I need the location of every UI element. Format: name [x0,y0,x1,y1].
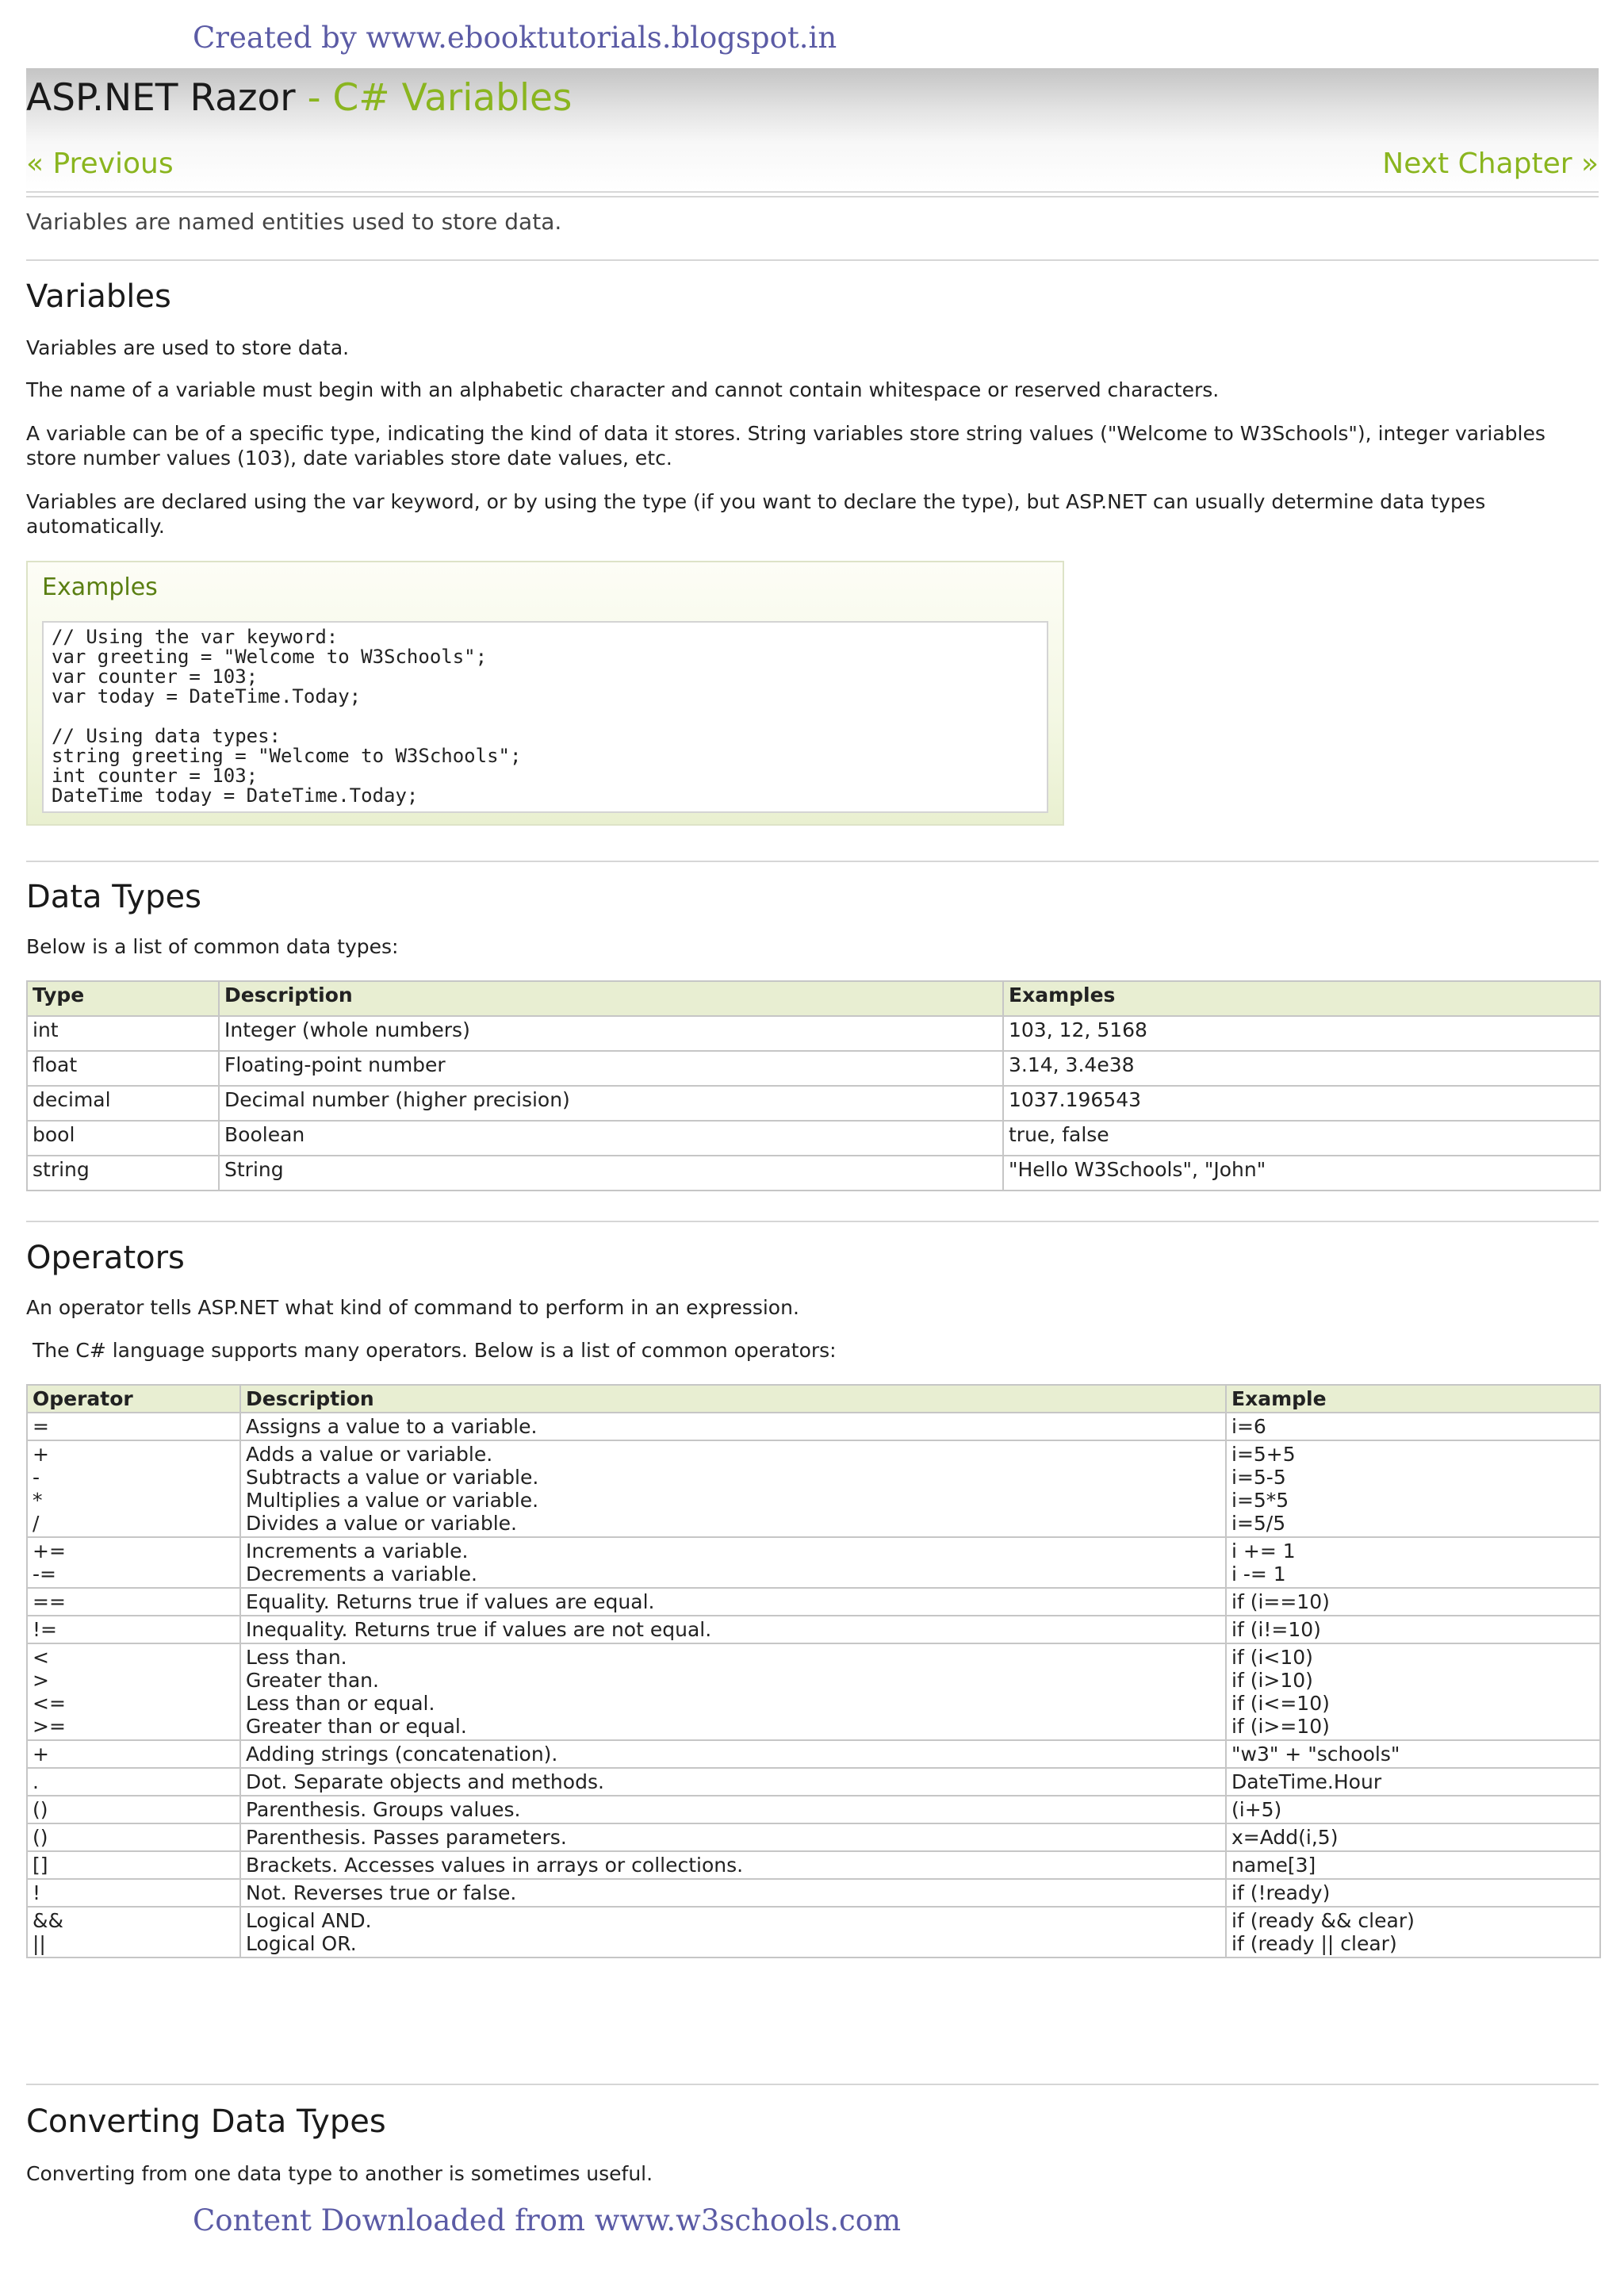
operator-cell [27,1796,240,1823]
column-header-example: Example [1226,1385,1600,1413]
operator-cell [27,1907,240,1957]
table-row [27,1907,1600,1957]
variables-paragraph: Variables are declared using the var keyword, or by using the type (if you want to declare the type), but ASP.NET can usually determine data types automatically. [26,490,1486,538]
operator-cell [27,1616,240,1643]
cell-line: "w3" + "schools" [1231,1743,1400,1766]
table-row [27,1086,1600,1121]
cell-line: Parenthesis. Passes parameters. [246,1826,567,1849]
variables-paragraph: A variable can be of a specific type, indicating the kind of data it stores. String variables store string values ("Welcome to W3Schools"), integer variables store number values (103), date variables store date values, etc. [26,422,1545,470]
description-cell: Boolean [219,1121,1003,1156]
cell-line: i -= 1 [1231,1563,1286,1586]
example-cell [1226,1851,1600,1879]
cell-line: - [33,1466,40,1489]
table-header-row [27,1385,1600,1413]
description-cell: Floating-point number [219,1051,1003,1086]
cell-line: Adding strings (concatenation). [246,1743,558,1766]
cell-line: name[3] [1231,1854,1316,1877]
divider [26,1221,1599,1222]
cell-line: Not. Reverses true or false. [246,1881,517,1904]
cell-line: Greater than. [246,1669,379,1692]
example-cell [1226,1643,1600,1740]
table-row [27,1156,1600,1191]
example-cell [1226,1616,1600,1643]
cell-line: Greater than or equal. [246,1715,467,1738]
watermark-top: Created by www.ebooktutorials.blogspot.in [193,21,837,55]
data-types-intro: Below is a list of common data types: [26,935,399,958]
examples-cell: "Hello W3Schools", "John" [1003,1156,1600,1191]
cell-line: >= [33,1715,66,1738]
divider [26,196,1599,197]
cell-line: ! [33,1881,41,1904]
operator-cell [27,1823,240,1851]
cell-line: i += 1 [1231,1540,1296,1563]
data-types-heading: Data Types [26,879,201,915]
operator-cell [27,1643,240,1740]
example-cell [1226,1537,1600,1588]
operator-cell [27,1879,240,1907]
cell-line: Brackets. Accesses values in arrays or collections. [246,1854,744,1877]
cell-line: = [33,1415,49,1438]
cell-line: == [33,1590,66,1613]
examples-title: Examples [42,573,158,601]
description-cell [240,1740,1226,1768]
example-cell [1226,1440,1600,1537]
table-row [27,1121,1600,1156]
cell-line: || [33,1932,46,1955]
cell-line: i=5*5 [1231,1489,1289,1512]
cell-line: if (ready || clear) [1231,1932,1397,1955]
cell-line: [] [33,1854,48,1877]
examples-cell: true, false [1003,1121,1600,1156]
cell-line: if (i<10) [1231,1646,1313,1669]
code-line: // Using data types: [52,725,281,747]
cell-line: Multiplies a value or variable. [246,1489,539,1512]
operator-cell [27,1413,240,1440]
operator-cell [27,1851,240,1879]
cell-line: i=5/5 [1231,1512,1286,1535]
cell-line: Divides a value or variable. [246,1512,517,1535]
type-cell: decimal [27,1086,219,1121]
table-row [27,1851,1600,1879]
operator-cell [27,1537,240,1588]
cell-line: + [33,1443,49,1466]
table-row [27,1413,1600,1440]
converting-intro: Converting from one data type to another is sometimes useful. [26,2162,653,2185]
column-header-examples: Examples [1003,981,1600,1016]
example-cell [1226,1768,1600,1796]
description-cell: Decimal number (higher precision) [219,1086,1003,1121]
operators-table-body [27,1413,1600,1957]
cell-line: i=5+5 [1231,1443,1296,1466]
example-cell [1226,1823,1600,1851]
cell-line: + [33,1743,49,1766]
description-cell: String [219,1156,1003,1191]
examples-box [26,561,1064,826]
description-cell [240,1907,1226,1957]
cell-line: Less than or equal. [246,1692,435,1715]
cell-line: Inequality. Returns true if values are not equal. [246,1618,712,1641]
cell-line: if (i>=10) [1231,1715,1330,1738]
cell-line: if (i!=10) [1231,1618,1321,1641]
table-row [27,1740,1600,1768]
variables-paragraph: Variables are used to store data. [26,336,350,359]
table-row [27,1440,1600,1537]
operator-cell [27,1768,240,1796]
description-cell [240,1413,1226,1440]
cell-line: > [33,1669,49,1692]
description-cell [240,1796,1226,1823]
type-cell: int [27,1016,219,1051]
table-header-row [27,981,1600,1016]
column-header-operator: Operator [27,1385,240,1413]
table-row [27,1616,1600,1643]
code-line: // Using the var keyword: [52,626,339,648]
table-row [27,1643,1600,1740]
operators-table [26,1384,1601,1958]
cell-line: && [33,1909,63,1932]
description-cell [240,1588,1226,1616]
cell-line: Subtracts a value or variable. [246,1466,539,1489]
description-cell [240,1851,1226,1879]
cell-line: Dot. Separate objects and methods. [246,1770,604,1793]
cell-line: Less than. [246,1646,347,1669]
divider [26,259,1599,261]
description-cell [240,1643,1226,1740]
cell-line: Increments a variable. [246,1540,469,1563]
operators-intro: The C# language supports many operators. Below is a list of common operators: [26,1339,837,1362]
cell-line: DateTime.Hour [1231,1770,1382,1793]
type-cell: string [27,1156,219,1191]
cell-line: Assigns a value to a variable. [246,1415,538,1438]
example-cell [1226,1907,1600,1957]
cell-line: * [33,1489,43,1512]
converting-heading: Converting Data Types [26,2103,386,2140]
cell-line: < [33,1646,49,1669]
variables-heading: Variables [26,278,171,315]
table-row [27,1879,1600,1907]
next-chapter-link[interactable]: Next Chapter » [1382,148,1599,180]
description-cell [240,1440,1226,1537]
description-cell [240,1879,1226,1907]
cell-line: () [33,1798,48,1821]
description-cell [240,1768,1226,1796]
example-cell [1226,1879,1600,1907]
table-row [27,1016,1600,1051]
cell-line: != [33,1618,57,1641]
cell-line: i=6 [1231,1415,1266,1438]
code-gap [52,707,1039,727]
description-cell [240,1537,1226,1588]
type-cell: bool [27,1121,219,1156]
cell-line: . [33,1770,39,1793]
table-row [27,1537,1600,1588]
example-cell [1226,1413,1600,1440]
data-types-table [26,980,1601,1191]
operator-cell [27,1740,240,1768]
example-cell [1226,1740,1600,1768]
cell-line: Equality. Returns true if values are equal. [246,1590,655,1613]
cell-line: Adds a value or variable. [246,1443,493,1466]
page-title-main: ASP.NET Razor [26,76,296,120]
cell-line: Decrements a variable. [246,1563,477,1586]
operators-heading: Operators [26,1240,185,1276]
cell-line: if (ready && clear) [1231,1909,1415,1932]
operator-cell [27,1588,240,1616]
table-row [27,1796,1600,1823]
divider [26,2084,1599,2085]
cell-line: () [33,1826,48,1849]
previous-link[interactable]: « Previous [26,148,174,180]
cell-line: <= [33,1692,66,1715]
examples-cell: 103, 12, 5168 [1003,1016,1600,1051]
column-header-type: Type [27,981,219,1016]
code-line: int counter = 103; [52,765,259,787]
code-example [42,621,1048,813]
description-cell: Integer (whole numbers) [219,1016,1003,1051]
watermark-bottom: Content Downloaded from www.w3schools.com [193,2203,902,2237]
description-cell [240,1616,1226,1643]
cell-line: if (i<=10) [1231,1692,1330,1715]
table-row [27,1588,1600,1616]
cell-line: Parenthesis. Groups values. [246,1798,521,1821]
cell-line: -= [33,1563,56,1586]
table-row [27,1823,1600,1851]
description-cell [240,1823,1226,1851]
cell-line: / [33,1512,40,1535]
page-title [26,76,572,120]
table-row [27,1051,1600,1086]
example-cell [1226,1588,1600,1616]
examples-cell: 1037.196543 [1003,1086,1600,1121]
cell-line: x=Add(i,5) [1231,1826,1339,1849]
column-header-description: Description [240,1385,1226,1413]
cell-line: Logical AND. [246,1909,372,1932]
variables-paragraph: The name of a variable must begin with an alphabetic character and cannot contain whitespace or reserved characters. [26,378,1220,401]
code-line: string greeting = "Welcome to W3Schools"; [52,745,522,767]
code-line: var today = DateTime.Today; [52,685,362,707]
code-line: var greeting = "Welcome to W3Schools"; [52,646,488,668]
example-cell [1226,1796,1600,1823]
cell-line: Logical OR. [246,1932,357,1955]
cell-line: i=5-5 [1231,1466,1286,1489]
type-cell: float [27,1051,219,1086]
code-line: var counter = 103; [52,665,259,688]
divider [26,861,1599,862]
column-header-description: Description [219,981,1003,1016]
code-line: DateTime today = DateTime.Today; [52,784,419,807]
operator-cell [27,1440,240,1537]
cell-line: if (i==10) [1231,1590,1330,1613]
intro-text: Variables are named entities used to store data. [26,209,562,235]
examples-cell: 3.14, 3.4e38 [1003,1051,1600,1086]
cell-line: if (!ready) [1231,1881,1331,1904]
table-row [27,1768,1600,1796]
cell-line: if (i>10) [1231,1669,1313,1692]
cell-line: += [33,1540,66,1563]
operators-intro: An operator tells ASP.NET what kind of command to perform in an expression. [26,1296,799,1319]
page-title-sub: - C# Variables [295,76,573,120]
cell-line: (i+5) [1231,1798,1282,1821]
